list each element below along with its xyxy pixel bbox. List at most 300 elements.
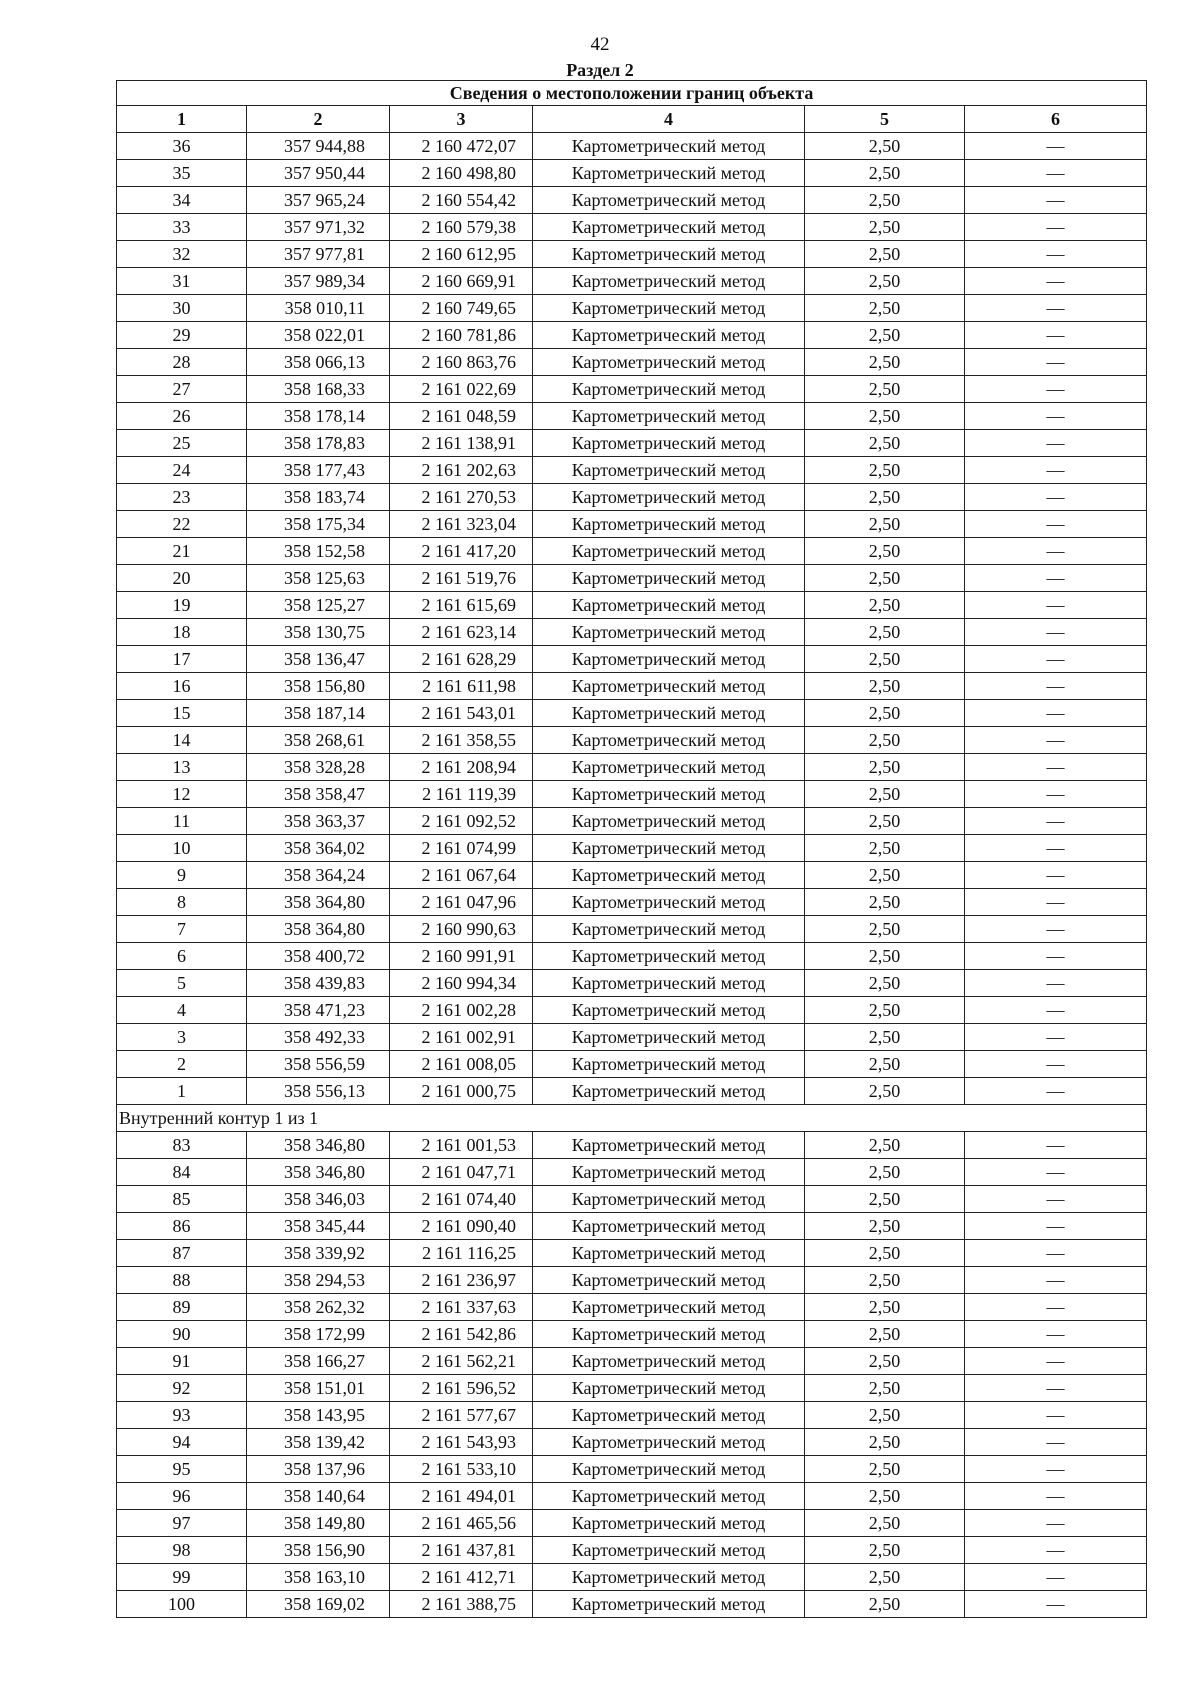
note-cell: — (965, 1375, 1147, 1402)
accuracy-cell: 2,50 (805, 1294, 965, 1321)
method-cell: Картометрический метод (533, 1537, 805, 1564)
note-cell: — (965, 1348, 1147, 1375)
x-coordinate-cell: 358 346,80 (247, 1132, 390, 1159)
accuracy-cell: 2,50 (805, 1132, 965, 1159)
table-row (117, 1510, 1147, 1537)
method-cell: Картометрический метод (533, 1186, 805, 1213)
note-cell: — (965, 1240, 1147, 1267)
accuracy-cell: 2,50 (805, 268, 965, 295)
accuracy-cell: 2,50 (805, 970, 965, 997)
point-number-cell: 21 (117, 538, 247, 565)
method-cell: Картометрический метод (533, 1294, 805, 1321)
accuracy-cell: 2,50 (805, 1159, 965, 1186)
table-row (117, 1429, 1147, 1456)
x-coordinate-cell: 358 345,44 (247, 1213, 390, 1240)
y-coordinate-cell: 2 161 337,63 (390, 1294, 533, 1321)
point-number-cell: 31 (117, 268, 247, 295)
y-coordinate-cell: 2 160 472,07 (390, 133, 533, 160)
note-cell: — (965, 511, 1147, 538)
table-row (117, 214, 1147, 241)
note-cell: — (965, 1321, 1147, 1348)
table-row (117, 1132, 1147, 1159)
table-row (117, 538, 1147, 565)
x-coordinate-cell: 358 556,13 (247, 1078, 390, 1105)
note-cell: — (965, 1186, 1147, 1213)
x-coordinate-cell: 358 364,80 (247, 889, 390, 916)
point-number-cell: 14 (117, 727, 247, 754)
x-coordinate-cell: 358 156,90 (247, 1537, 390, 1564)
method-cell: Картометрический метод (533, 430, 805, 457)
note-cell: — (965, 187, 1147, 214)
table-row (117, 1186, 1147, 1213)
accuracy-cell: 2,50 (805, 835, 965, 862)
accuracy-cell: 2,50 (805, 430, 965, 457)
method-cell: Картометрический метод (533, 565, 805, 592)
accuracy-cell: 2,50 (805, 1348, 965, 1375)
note-cell: — (965, 727, 1147, 754)
table-row (117, 565, 1147, 592)
table-row (117, 1456, 1147, 1483)
point-number-cell: 28 (117, 349, 247, 376)
point-number-cell: 11 (117, 808, 247, 835)
x-coordinate-cell: 358 364,02 (247, 835, 390, 862)
y-coordinate-cell: 2 160 990,63 (390, 916, 533, 943)
note-cell: — (965, 538, 1147, 565)
y-coordinate-cell: 2 160 994,34 (390, 970, 533, 997)
table-row (117, 1051, 1147, 1078)
note-cell: — (965, 808, 1147, 835)
note-cell: — (965, 214, 1147, 241)
accuracy-cell: 2,50 (805, 889, 965, 916)
note-cell: — (965, 268, 1147, 295)
point-number-cell: 97 (117, 1510, 247, 1537)
method-cell: Картометрический метод (533, 349, 805, 376)
accuracy-cell: 2,50 (805, 1240, 965, 1267)
x-coordinate-cell: 358 294,53 (247, 1267, 390, 1294)
method-cell: Картометрический метод (533, 1429, 805, 1456)
accuracy-cell: 2,50 (805, 1429, 965, 1456)
method-cell: Картометрический метод (533, 970, 805, 997)
y-coordinate-cell: 2 160 612,95 (390, 241, 533, 268)
note-cell: — (965, 1051, 1147, 1078)
x-coordinate-cell: 357 989,34 (247, 268, 390, 295)
column-number-row (117, 106, 1147, 133)
x-coordinate-cell: 358 346,80 (247, 1159, 390, 1186)
y-coordinate-cell: 2 160 554,42 (390, 187, 533, 214)
point-number-cell: 22 (117, 511, 247, 538)
note-cell: — (965, 970, 1147, 997)
table-row (117, 1591, 1147, 1618)
method-cell: Картометрический метод (533, 1483, 805, 1510)
point-number-cell: 1 (117, 1078, 247, 1105)
y-coordinate-cell: 2 161 412,71 (390, 1564, 533, 1591)
point-number-cell: 5 (117, 970, 247, 997)
table-row (117, 1267, 1147, 1294)
method-cell: Картометрический метод (533, 1132, 805, 1159)
table-caption-row (117, 81, 1147, 106)
method-cell: Картометрический метод (533, 214, 805, 241)
table-row (117, 484, 1147, 511)
x-coordinate-cell: 358 136,47 (247, 646, 390, 673)
note-cell: — (965, 484, 1147, 511)
section-title: Раздел 2 (566, 60, 634, 80)
note-cell: — (965, 160, 1147, 187)
note-cell: — (965, 862, 1147, 889)
accuracy-cell: 2,50 (805, 376, 965, 403)
y-coordinate-cell: 2 161 116,25 (390, 1240, 533, 1267)
point-number-cell: 36 (117, 133, 247, 160)
method-cell: Картометрический метод (533, 727, 805, 754)
x-coordinate-cell: 358 149,80 (247, 1510, 390, 1537)
table-row (117, 295, 1147, 322)
accuracy-cell: 2,50 (805, 700, 965, 727)
x-coordinate-cell: 357 965,24 (247, 187, 390, 214)
method-cell: Картометрический метод (533, 781, 805, 808)
method-cell: Картометрический метод (533, 619, 805, 646)
y-coordinate-cell: 2 161 236,97 (390, 1267, 533, 1294)
x-coordinate-cell: 358 358,47 (247, 781, 390, 808)
accuracy-cell: 2,50 (805, 187, 965, 214)
note-cell: — (965, 1537, 1147, 1564)
boundary-coordinates-table (116, 80, 1147, 1618)
accuracy-cell: 2,50 (805, 457, 965, 484)
y-coordinate-cell: 2 161 577,67 (390, 1402, 533, 1429)
y-coordinate-cell: 2 161 543,93 (390, 1429, 533, 1456)
method-cell: Картометрический метод (533, 1456, 805, 1483)
x-coordinate-cell: 358 328,28 (247, 754, 390, 781)
table-row (117, 1078, 1147, 1105)
y-coordinate-cell: 2 161 437,81 (390, 1537, 533, 1564)
point-number-cell: 17 (117, 646, 247, 673)
x-coordinate-cell: 358 492,33 (247, 1024, 390, 1051)
method-cell: Картометрический метод (533, 646, 805, 673)
method-cell: Картометрический метод (533, 376, 805, 403)
method-cell: Картометрический метод (533, 241, 805, 268)
method-cell: Картометрический метод (533, 754, 805, 781)
y-coordinate-cell: 2 161 119,39 (390, 781, 533, 808)
accuracy-cell: 2,50 (805, 160, 965, 187)
accuracy-cell: 2,50 (805, 646, 965, 673)
note-cell: — (965, 916, 1147, 943)
x-coordinate-cell: 358 130,75 (247, 619, 390, 646)
method-cell: Картометрический метод (533, 916, 805, 943)
table-row (117, 268, 1147, 295)
method-cell: Картометрический метод (533, 187, 805, 214)
accuracy-cell: 2,50 (805, 727, 965, 754)
accuracy-cell: 2,50 (805, 781, 965, 808)
table-row (117, 997, 1147, 1024)
table-row (117, 1159, 1147, 1186)
accuracy-cell: 2,50 (805, 1537, 965, 1564)
method-cell: Картометрический метод (533, 1564, 805, 1591)
x-coordinate-cell: 358 439,83 (247, 970, 390, 997)
y-coordinate-cell: 2 161 002,28 (390, 997, 533, 1024)
x-coordinate-cell: 358 175,34 (247, 511, 390, 538)
page-number: 42 (590, 34, 610, 55)
x-coordinate-cell: 358 183,74 (247, 484, 390, 511)
method-cell: Картометрический метод (533, 160, 805, 187)
point-number-cell: 19 (117, 592, 247, 619)
note-cell: — (965, 1429, 1147, 1456)
x-coordinate-cell: 358 177,43 (247, 457, 390, 484)
x-coordinate-cell: 358 156,80 (247, 673, 390, 700)
y-coordinate-cell: 2 161 067,64 (390, 862, 533, 889)
x-coordinate-cell: 358 178,14 (247, 403, 390, 430)
y-coordinate-cell: 2 161 002,91 (390, 1024, 533, 1051)
method-cell: Картометрический метод (533, 1321, 805, 1348)
point-number-cell: 91 (117, 1348, 247, 1375)
point-number-cell: 26 (117, 403, 247, 430)
method-cell: Картометрический метод (533, 133, 805, 160)
y-coordinate-cell: 2 161 047,71 (390, 1159, 533, 1186)
y-coordinate-cell: 2 160 579,38 (390, 214, 533, 241)
table-caption: Сведения о местоположении границ объекта (117, 81, 1147, 106)
x-coordinate-cell: 358 151,01 (247, 1375, 390, 1402)
point-number-cell: 30 (117, 295, 247, 322)
table-row (117, 970, 1147, 997)
method-cell: Картометрический метод (533, 1051, 805, 1078)
table-row (117, 187, 1147, 214)
table-row (117, 1294, 1147, 1321)
note-cell: — (965, 349, 1147, 376)
y-coordinate-cell: 2 160 781,86 (390, 322, 533, 349)
point-number-cell: 20 (117, 565, 247, 592)
column-number: 3 (390, 106, 533, 133)
x-coordinate-cell: 358 339,92 (247, 1240, 390, 1267)
y-coordinate-cell: 2 160 498,80 (390, 160, 533, 187)
y-coordinate-cell: 2 161 611,98 (390, 673, 533, 700)
accuracy-cell: 2,50 (805, 916, 965, 943)
y-coordinate-cell: 2 161 562,21 (390, 1348, 533, 1375)
y-coordinate-cell: 2 160 669,91 (390, 268, 533, 295)
method-cell: Картометрический метод (533, 889, 805, 916)
method-cell: Картометрический метод (533, 673, 805, 700)
x-coordinate-cell: 358 139,42 (247, 1429, 390, 1456)
point-number-cell: 27 (117, 376, 247, 403)
y-coordinate-cell: 2 161 202,63 (390, 457, 533, 484)
accuracy-cell: 2,50 (805, 1078, 965, 1105)
x-coordinate-cell: 357 944,88 (247, 133, 390, 160)
x-coordinate-cell: 358 400,72 (247, 943, 390, 970)
method-cell: Картометрический метод (533, 592, 805, 619)
x-coordinate-cell: 358 268,61 (247, 727, 390, 754)
y-coordinate-cell: 2 161 596,52 (390, 1375, 533, 1402)
y-coordinate-cell: 2 161 138,91 (390, 430, 533, 457)
x-coordinate-cell: 358 010,11 (247, 295, 390, 322)
point-number-cell: 4 (117, 997, 247, 1024)
table-row (117, 727, 1147, 754)
table-row (117, 1240, 1147, 1267)
method-cell: Картометрический метод (533, 511, 805, 538)
y-coordinate-cell: 2 161 074,99 (390, 835, 533, 862)
note-cell: — (965, 1213, 1147, 1240)
point-number-cell: 16 (117, 673, 247, 700)
x-coordinate-cell: 358 262,32 (247, 1294, 390, 1321)
x-coordinate-cell: 358 169,02 (247, 1591, 390, 1618)
table-row (117, 1483, 1147, 1510)
method-cell: Картометрический метод (533, 835, 805, 862)
method-cell: Картометрический метод (533, 1078, 805, 1105)
note-cell: — (965, 673, 1147, 700)
table-row (117, 781, 1147, 808)
table-row (117, 943, 1147, 970)
note-cell: — (965, 619, 1147, 646)
point-number-cell: 15 (117, 700, 247, 727)
x-coordinate-cell: 357 971,32 (247, 214, 390, 241)
note-cell: — (965, 1024, 1147, 1051)
y-coordinate-cell: 2 161 358,55 (390, 727, 533, 754)
method-cell: Картометрический метод (533, 1348, 805, 1375)
x-coordinate-cell: 358 471,23 (247, 997, 390, 1024)
point-number-cell: 99 (117, 1564, 247, 1591)
note-cell: — (965, 430, 1147, 457)
accuracy-cell: 2,50 (805, 241, 965, 268)
y-coordinate-cell: 2 161 022,69 (390, 376, 533, 403)
accuracy-cell: 2,50 (805, 619, 965, 646)
note-cell: — (965, 754, 1147, 781)
method-cell: Картометрический метод (533, 1510, 805, 1537)
y-coordinate-cell: 2 160 863,76 (390, 349, 533, 376)
method-cell: Картометрический метод (533, 1159, 805, 1186)
point-number-cell: 10 (117, 835, 247, 862)
note-cell: — (965, 133, 1147, 160)
x-coordinate-cell: 358 022,01 (247, 322, 390, 349)
table-row (117, 349, 1147, 376)
y-coordinate-cell: 2 161 543,01 (390, 700, 533, 727)
point-number-cell: 9 (117, 862, 247, 889)
x-coordinate-cell: 358 152,58 (247, 538, 390, 565)
x-coordinate-cell: 358 363,37 (247, 808, 390, 835)
table-row (117, 619, 1147, 646)
accuracy-cell: 2,50 (805, 943, 965, 970)
table-row (117, 403, 1147, 430)
column-number: 4 (533, 106, 805, 133)
note-cell: — (965, 403, 1147, 430)
accuracy-cell: 2,50 (805, 1564, 965, 1591)
note-cell: — (965, 1294, 1147, 1321)
y-coordinate-cell: 2 161 628,29 (390, 646, 533, 673)
note-cell: — (965, 997, 1147, 1024)
y-coordinate-cell: 2 161 465,56 (390, 1510, 533, 1537)
accuracy-cell: 2,50 (805, 133, 965, 160)
note-cell: — (965, 322, 1147, 349)
note-cell: — (965, 1510, 1147, 1537)
point-number-cell: 89 (117, 1294, 247, 1321)
table-row (117, 1375, 1147, 1402)
point-number-cell: 95 (117, 1456, 247, 1483)
method-cell: Картометрический метод (533, 1591, 805, 1618)
point-number-cell: 29 (117, 322, 247, 349)
method-cell: Картометрический метод (533, 943, 805, 970)
accuracy-cell: 2,50 (805, 484, 965, 511)
x-coordinate-cell: 358 364,24 (247, 862, 390, 889)
point-number-cell: 25 (117, 430, 247, 457)
point-number-cell: 2 (117, 1051, 247, 1078)
method-cell: Картометрический метод (533, 1267, 805, 1294)
point-number-cell: 85 (117, 1186, 247, 1213)
table-row (117, 1402, 1147, 1429)
accuracy-cell: 2,50 (805, 1375, 965, 1402)
note-cell: — (965, 295, 1147, 322)
x-coordinate-cell: 358 137,96 (247, 1456, 390, 1483)
y-coordinate-cell: 2 161 542,86 (390, 1321, 533, 1348)
table-row (117, 889, 1147, 916)
y-coordinate-cell: 2 161 001,53 (390, 1132, 533, 1159)
accuracy-cell: 2,50 (805, 1267, 965, 1294)
inner-contour-rows (117, 1132, 1147, 1618)
x-coordinate-cell: 358 166,27 (247, 1348, 390, 1375)
note-cell: — (965, 700, 1147, 727)
accuracy-cell: 2,50 (805, 1186, 965, 1213)
inner-contour-label: Внутренний контур 1 из 1 (117, 1105, 1147, 1132)
x-coordinate-cell: 358 172,99 (247, 1321, 390, 1348)
y-coordinate-cell: 2 161 623,14 (390, 619, 533, 646)
accuracy-cell: 2,50 (805, 322, 965, 349)
point-number-cell: 84 (117, 1159, 247, 1186)
point-number-cell: 12 (117, 781, 247, 808)
note-cell: — (965, 1456, 1147, 1483)
x-coordinate-cell: 358 140,64 (247, 1483, 390, 1510)
point-number-cell: 3 (117, 1024, 247, 1051)
x-coordinate-cell: 357 950,44 (247, 160, 390, 187)
method-cell: Картометрический метод (533, 403, 805, 430)
y-coordinate-cell: 2 161 494,01 (390, 1483, 533, 1510)
method-cell: Картометрический метод (533, 1024, 805, 1051)
x-coordinate-cell: 358 346,03 (247, 1186, 390, 1213)
accuracy-cell: 2,50 (805, 565, 965, 592)
method-cell: Картометрический метод (533, 484, 805, 511)
point-number-cell: 23 (117, 484, 247, 511)
table-row (117, 673, 1147, 700)
accuracy-cell: 2,50 (805, 403, 965, 430)
point-number-cell: 87 (117, 1240, 247, 1267)
note-cell: — (965, 646, 1147, 673)
table-row (117, 133, 1147, 160)
y-coordinate-cell: 2 161 000,75 (390, 1078, 533, 1105)
point-number-cell: 96 (117, 1483, 247, 1510)
y-coordinate-cell: 2 161 533,10 (390, 1456, 533, 1483)
table-row (117, 862, 1147, 889)
x-coordinate-cell: 358 168,33 (247, 376, 390, 403)
accuracy-cell: 2,50 (805, 214, 965, 241)
y-coordinate-cell: 2 161 388,75 (390, 1591, 533, 1618)
column-number: 5 (805, 106, 965, 133)
accuracy-cell: 2,50 (805, 538, 965, 565)
method-cell: Картометрический метод (533, 1240, 805, 1267)
method-cell: Картометрический метод (533, 1375, 805, 1402)
y-coordinate-cell: 2 161 208,94 (390, 754, 533, 781)
y-coordinate-cell: 2 161 615,69 (390, 592, 533, 619)
x-coordinate-cell: 358 178,83 (247, 430, 390, 457)
method-cell: Картометрический метод (533, 808, 805, 835)
table-row (117, 835, 1147, 862)
y-coordinate-cell: 2 161 270,53 (390, 484, 533, 511)
point-number-cell: 13 (117, 754, 247, 781)
table-row (117, 511, 1147, 538)
inner-contour-section (117, 1105, 1147, 1132)
table-row (117, 700, 1147, 727)
note-cell: — (965, 943, 1147, 970)
y-coordinate-cell: 2 160 749,65 (390, 295, 533, 322)
table-row (117, 646, 1147, 673)
x-coordinate-cell: 358 125,27 (247, 592, 390, 619)
table-row (117, 1213, 1147, 1240)
method-cell: Картометрический метод (533, 1402, 805, 1429)
point-number-cell: 93 (117, 1402, 247, 1429)
y-coordinate-cell: 2 161 092,52 (390, 808, 533, 835)
x-coordinate-cell: 358 125,63 (247, 565, 390, 592)
method-cell: Картометрический метод (533, 862, 805, 889)
